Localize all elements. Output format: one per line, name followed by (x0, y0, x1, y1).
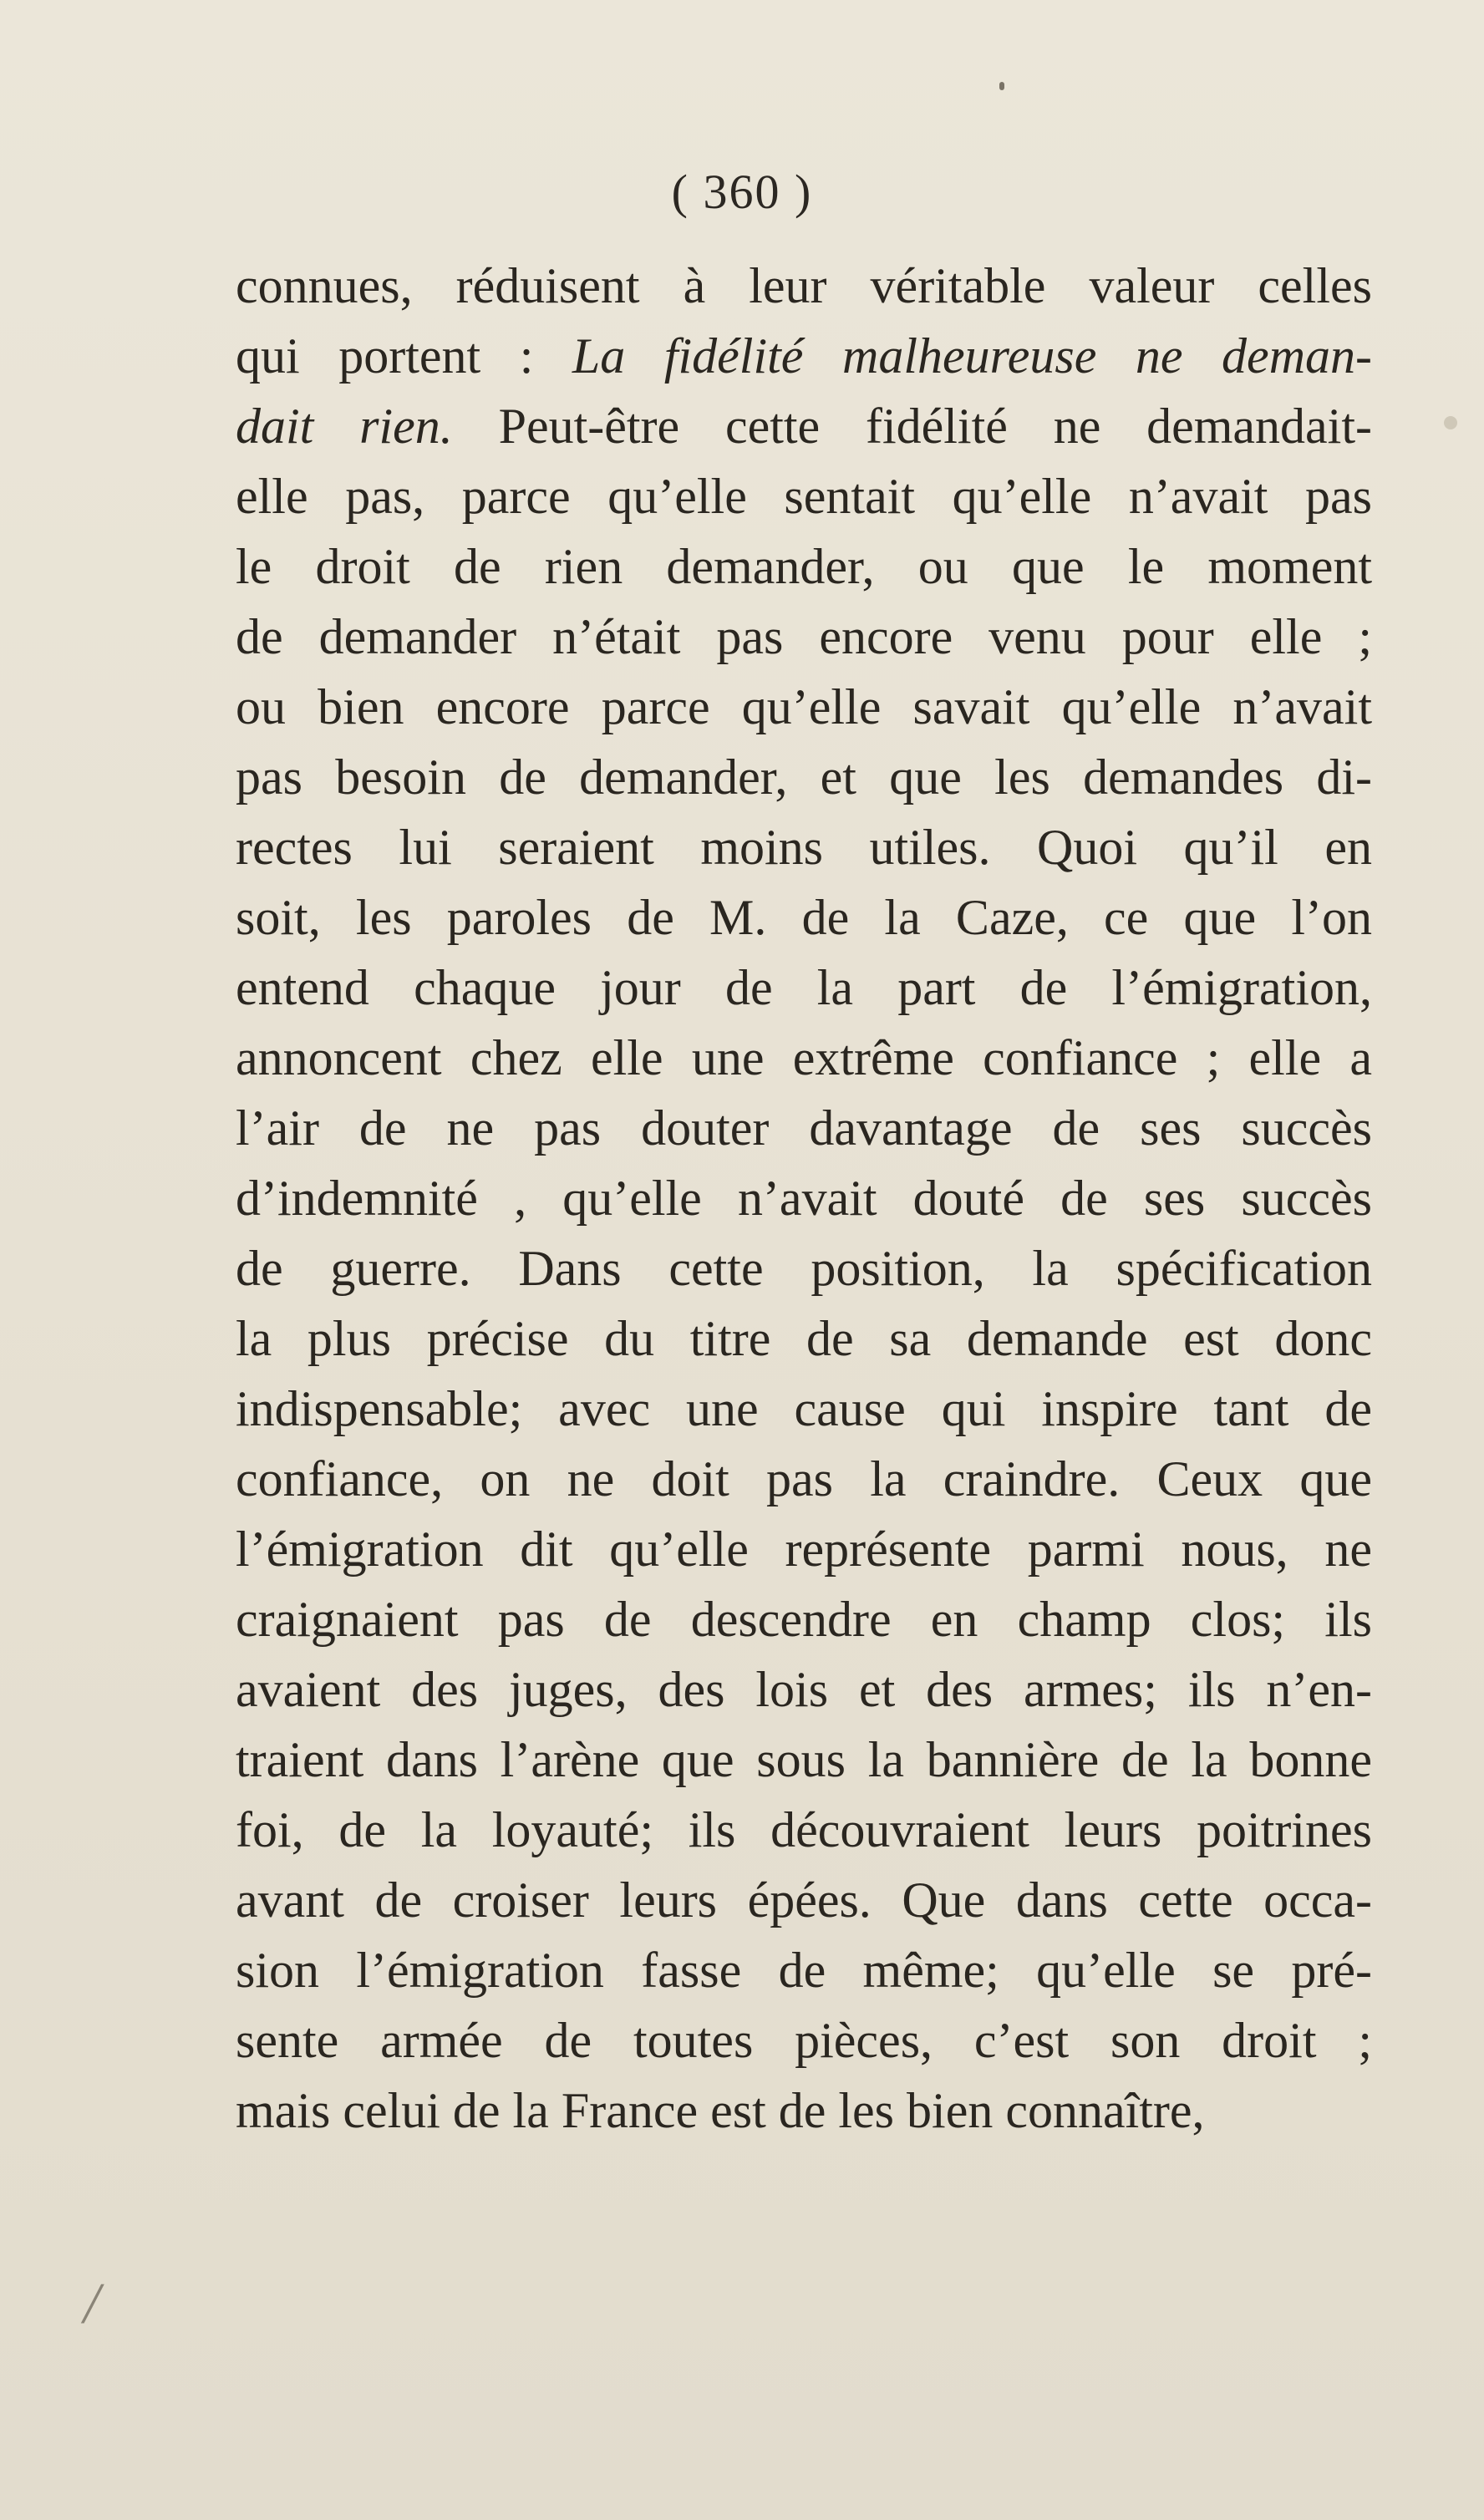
text-line: mais celui de la France est de les bien connaître, (236, 2083, 1205, 2138)
text-line: de guerre. Dans cette position, la spécification (236, 1241, 1372, 1296)
text-line: l’émigration dit qu’elle représente parmi nous, ne (236, 1522, 1372, 1577)
text-line: avaient des juges, des lois et des armes; ils n’en- (236, 1662, 1372, 1717)
text-line: de demander n’était pas encore venu pour elle ; (236, 609, 1372, 664)
text-line: le droit de rien demander, ou que le moment (236, 539, 1372, 594)
text-line: l’air de ne pas douter davantage de ses succès (236, 1100, 1372, 1156)
text-line: pas besoin de demander, et que les demandes di- (236, 749, 1372, 805)
text-line (236, 321, 1372, 391)
page-number: ( 360 ) (671, 165, 813, 219)
text-line: avant de croiser leurs épées. Que dans cette occa- (236, 1872, 1372, 1928)
ink-speck (999, 82, 1004, 90)
text-line: foi, de la loyauté; ils découvraient leurs poitrines (236, 1802, 1372, 1857)
text-line: sente armée de toutes pièces, c’est son droit ; (236, 2013, 1372, 2068)
text-line (236, 391, 1372, 461)
text-line: d’indemnité , qu’elle n’avait douté de ses succès (236, 1171, 1372, 1226)
text-line: elle pas, parce qu’elle sentait qu’elle n’avait pas (236, 469, 1372, 524)
text-line: la plus précise du titre de sa demande est donc (236, 1311, 1372, 1366)
text-line: indispensable; avec une cause qui inspire tant de (236, 1381, 1372, 1436)
text-line-italic: dait rien. (236, 399, 453, 454)
pencil-mark: / (84, 2272, 100, 2336)
text-line: ou bien encore parce qu’elle savait qu’elle n’avait (236, 679, 1372, 734)
text-line: annoncent chez elle une extrême confiance ; elle a (236, 1030, 1372, 1085)
text-line-roman: Peut-être cette fidélité ne demandait- (452, 399, 1372, 454)
text-line: connues, réduisent à leur véritable valeur celles (236, 258, 1372, 313)
body-text (236, 251, 1372, 2146)
paper-stain (1444, 416, 1457, 429)
text-line-roman: qui portent : (236, 328, 572, 384)
text-line-italic: La fidélité malheureuse ne deman- (572, 328, 1373, 384)
text-line: entend chaque jour de la part de l’émigration, (236, 960, 1372, 1015)
text-line: traient dans l’arène que sous la bannière de la bonne (236, 1732, 1372, 1787)
text-line: craignaient pas de descendre en champ clos; ils (236, 1592, 1372, 1647)
text-line: soit, les paroles de M. de la Caze, ce que l’on (236, 890, 1372, 945)
text-line: rectes lui seraient moins utiles. Quoi qu’il en (236, 820, 1372, 875)
text-line: sion l’émigration fasse de même; qu’elle se pré- (236, 1943, 1372, 1998)
text-line: confiance, on ne doit pas la craindre. Ceux que (236, 1451, 1372, 1506)
